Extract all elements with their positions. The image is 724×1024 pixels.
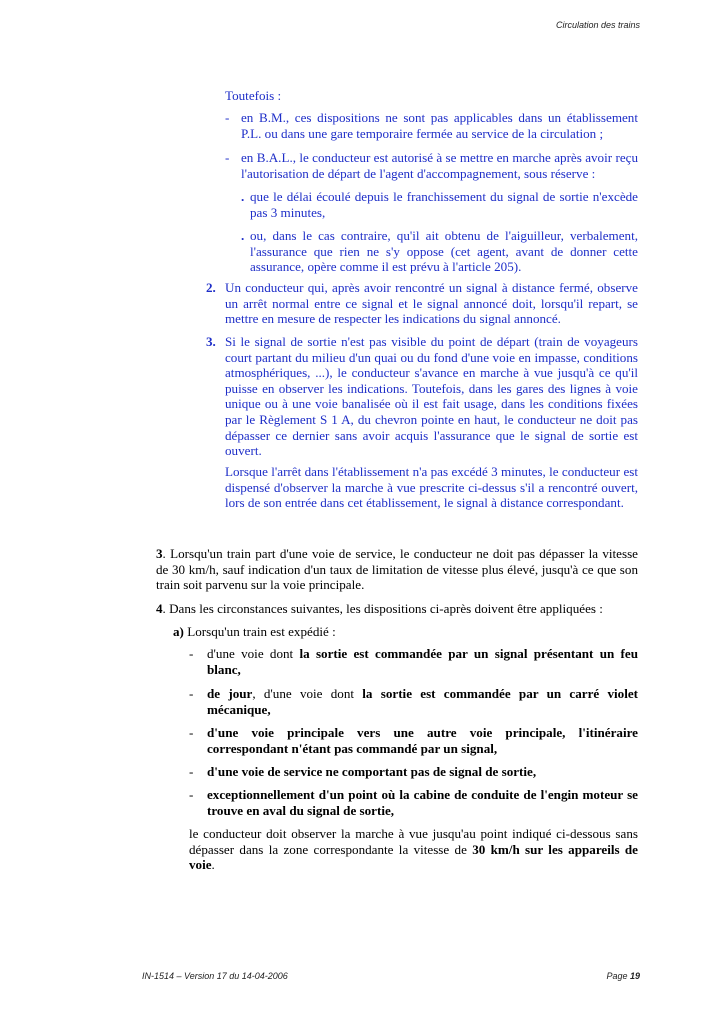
item-3-number: 3. — [206, 334, 216, 349]
section-3-paragraph — [156, 546, 638, 593]
item-2-number: 2. — [206, 280, 216, 295]
dash-marker: - — [225, 110, 230, 125]
condition-2-bold-b: la sortie est commandée par un carré violet mécanique, — [207, 686, 639, 717]
bm-paragraph: en B.M., ces dispositions ne sont pas applicables dans un établissement P.L. ou dans une gare temporaire fermée au service de la circulation ; — [241, 110, 638, 141]
conclusion-text: le conducteur doit observer la marche à vue jusqu'au point indiqué ci-dessous sans dépasser dans la zone correspondante la vitesse de — [189, 826, 638, 857]
dash-marker: - — [189, 725, 194, 740]
condition-5: exceptionnellement d'un point où la cabine de conduite de l'engin moteur se trouve en aval du signal de sortie, — [207, 787, 638, 818]
sub-item-1: que le délai écoulé depuis le franchissement du signal de sortie n'excède pas 3 minutes, — [250, 189, 638, 220]
dash-marker: - — [189, 787, 194, 802]
condition-1 — [207, 646, 638, 677]
subsection-a-label: a) — [173, 624, 184, 639]
section-4-text: . Dans les circonstances suivantes, les dispositions ci-après doivent être appliquées : — [162, 601, 603, 616]
subsection-a — [173, 624, 638, 640]
conclusion-bold: 30 km/h sur les appareils de voie — [189, 841, 638, 873]
condition-3: d'une voie principale vers une autre voie principale, l'itinéraire correspondant n'étant pas commandé par un signal, — [207, 725, 638, 756]
dash-marker: - — [189, 764, 194, 779]
dot-marker: . — [241, 189, 245, 204]
conclusion-end: . — [211, 857, 215, 873]
toutefois-heading: Toutefois : — [225, 88, 282, 103]
footer-document-ref: IN-1514 – Version 17 du 14-04-2006 — [142, 971, 288, 981]
section-3-number: 3 — [156, 546, 163, 561]
condition-1-bold: la sortie est commandée par un signal présentant un feu blanc, — [207, 646, 638, 677]
item-3-second-paragraph: Lorsque l'arrêt dans l'établissement n'a pas excédé 3 minutes, le conducteur est dispensé d'observer la marche à vue prescrite ci-dessus s'il a rencontré ouvert, lors de son entrée dans cet établissement, le signal à distance correspondant. — [225, 464, 638, 511]
item-3-paragraph: Si le signal de sortie n'est pas visible du point de départ (train de voyageurs court partant du milieu d'un quai ou du fond d'une voie en impasse, conditions atmosphériques, ...), le conducteur s'avance en marche à vue jusqu'à ce qu'il puisse en observer les indications. Toutefois, dans les gares des lignes à voie unique ou à une voie banalisée où il est fait usage, dans les conditions fixées par le Règlement S 1 A, du chevron pointe en haut, le conducteur ne doit pas dépasser ce dernier sans avoir acquis l'assurance que le signal de sortie est ouvert. — [225, 334, 638, 459]
condition-1-text: d'une voie dont — [207, 646, 300, 661]
condition-2 — [207, 686, 638, 717]
page-number: 19 — [629, 971, 640, 981]
sub-item-2: ou, dans le cas contraire, qu'il ait obtenu de l'aiguilleur, verbalement, l'assurance que rien ne s'y oppose (cet agent, avant de donner cette assurance, opère comme il est prévu à l'article 205). — [250, 228, 638, 275]
section-4-number: 4 — [156, 601, 163, 616]
condition-2-bold-a: de jour — [207, 686, 253, 701]
running-header: Circulation des trains — [555, 20, 640, 30]
item-2-paragraph: Un conducteur qui, après avoir rencontré un signal à distance fermé, observe un arrêt normal entre ce signal et le signal annoncé doit, lorsqu'il repart, se mettre en mesure de respecter les indications du signal annoncé. — [225, 280, 638, 327]
subsection-a-text: Lorsqu'un train est expédié : — [183, 624, 336, 639]
section-4-paragraph — [156, 601, 638, 617]
bal-paragraph: en B.A.L., le conducteur est autorisé à se mettre en marche après avoir reçu l'autorisation de départ de l'agent d'accompagnement, sous réserve : — [241, 150, 638, 181]
page-label: Page — [606, 971, 630, 981]
condition-2-text: , d'une voie dont — [252, 686, 363, 701]
dash-marker: - — [189, 646, 194, 661]
dash-marker: - — [189, 686, 194, 701]
dash-marker: - — [225, 150, 230, 165]
footer-page — [606, 971, 640, 981]
condition-4: d'une voie de service ne comportant pas de signal de sortie, — [207, 764, 537, 779]
section-3-text: . Lorsqu'un train part d'une voie de service, le conducteur ne doit pas dépasser la vitesse de 30 km/h, sauf indication d'un taux de limitation de vitesse plus élevé, jusqu'à ce que son train soit parvenu sur la voie principale. — [156, 546, 638, 593]
dot-marker: . — [241, 228, 245, 243]
conclusion-paragraph — [189, 826, 638, 873]
